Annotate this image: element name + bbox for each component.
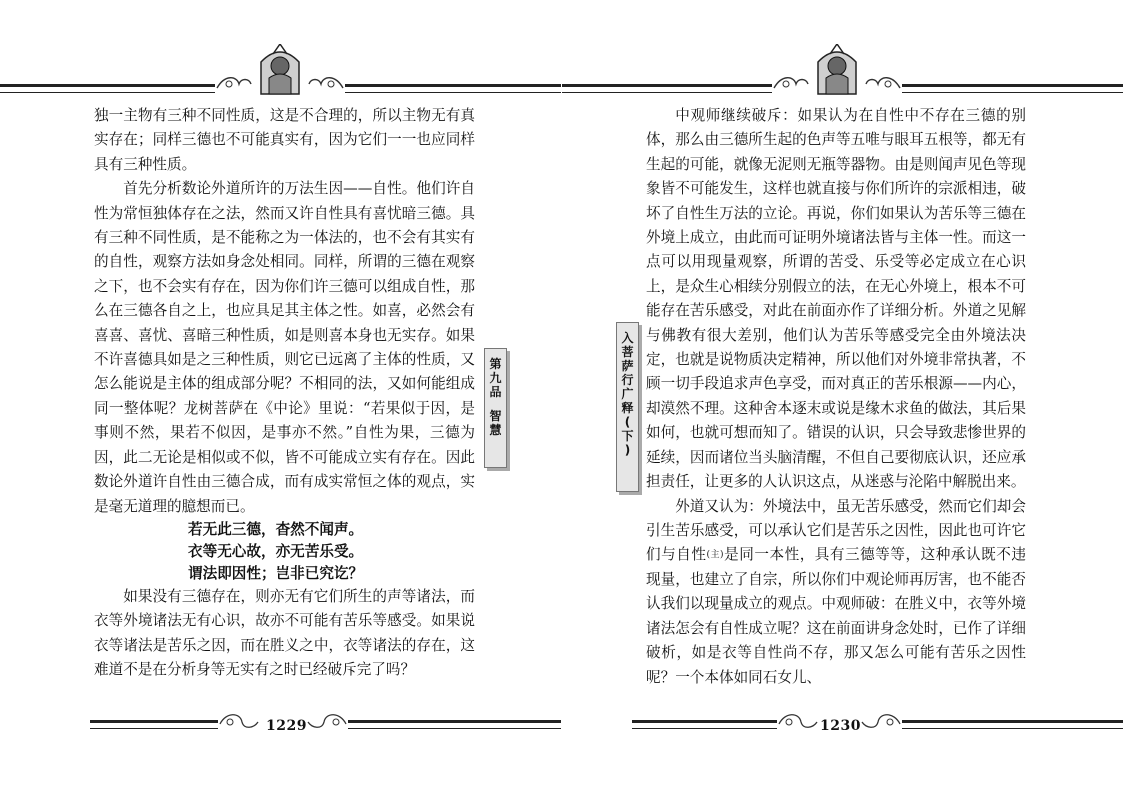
tab-char: 入 [621,331,634,345]
tab-char: 萨 [621,359,634,373]
left-body-text [94,104,475,683]
header-rule [902,84,1123,93]
header-ornament-right [562,40,1123,100]
tab-char: 慧 [489,423,502,437]
page-number: 1230 [820,718,861,734]
tab-char: 智 [489,409,502,423]
left-page [0,0,561,794]
tab-char: ) [624,443,631,457]
emblem-icon [215,44,345,96]
book-title-side-tab [616,322,639,492]
tab-char: 第 [489,357,502,371]
header-ornament-left [0,40,561,100]
verse-block [94,519,475,585]
tab-char: 广 [621,387,634,401]
tab-char: 行 [621,373,634,387]
right-page [562,0,1123,794]
footer-left [0,708,561,748]
right-body-text [646,104,1026,690]
scroll-ornament-icon [777,710,819,734]
verse-line: 衣等无心故，亦无苦乐受。 [188,542,364,560]
page-number: 1229 [266,718,307,734]
paragraph-text: 是同一本性，具有三德等等，这种承认既不违现量，也建立了自宗，所以你们中观论师再厉害，也不能否认我们以现量成立的观点。中观师破：在胜义中，衣等外境诸法怎会有自性成立呢？这在前面讲身念处时，已作了详细破析，如是衣等自性尚不存，那又怎么可能有苦乐之因性呢？一个本体如同石女儿、 [646,546,1026,686]
tab-char: 释 [621,401,634,415]
scroll-ornament-icon [306,710,348,734]
paragraph: 首先分析数论外道所许的万法生因——自性。他们许自性为常恒独体存在之法，然而又许自性具有喜忧暗三德。具有三种不同性质，是不能称之为一体法的，也不会有其实有的自性，观察方法如身念处相同。同样，所谓的三德在观察之下，也不会实有存在，因为你们许三德可以组成自性，那么在三德各自之上，也应具足其主体之性。如喜，必然会有喜喜、喜忧、喜暗三种性质，如是则喜本身也无实存。如果不许喜德具如是之三种性质，则它已远离了主体的性质，又怎么能说是主体的组成部分呢？不相同的法，又如何能组成同一整体呢？龙树菩萨在《中论》里说：“若果似于因，是事则不然，果若不似因，是事亦不然。”自性为果，三德为因，此二无论是相似或不似，皆不可能成立实有存在。因此数论外道许自性由三德合成，而有成实常恒之体的观点，实是毫无道理的臆想而已。 [94,180,475,515]
paragraph: 中观师继续破斥：如果认为在自性中不存在三德的别体，那么由三德所生起的色声等五唯与眼耳五根等，都无有生起的可能，就像无泥则无瓶等器物。由是则闻声见色等现象皆不可能发生，这样也就直接与你们所许的宗派相违，破坏了自性生万法的立论。再说，你们如果认为苦乐等三德在外境上成立，由此而可证明外境诸法皆与主体一性。而这一点可以用现量观察，所谓的苦受、乐受等必定成立在心识上，是众生心相续分别假立的法，在无心外境上，根本不可能存在苦乐感受，对此在前面亦作了详细分析。外道之见解与佛教有很大差别，他们认为苦乐等感受完全由外境法决定，也就是说物质决定精神，所以他们对外境非常执著，不顾一切手段追求声色享受，而对真正的苦乐根源——内心，却漠然不理。这种舍本逐末或说是缘木求鱼的做法，其后果如何，也就可想而知了。错误的认识，只会导致悲惨世界的延续，因而诸位当头脑清醒，不但自己要彻底认识，还应承担责任，让更多的人认识这点，从迷惑与沦陷中解脱出来。 [646,107,1026,491]
paragraph-text: 外道又认为：外境法中，虽无苦乐感受，然而它们却会引生苦乐感受，可以承认它们是苦乐之因性，因此也可许它们与自性 [646,497,1026,564]
emblem-icon [772,44,902,96]
header-rule [562,84,772,93]
paragraph [646,495,1026,690]
tab-char: ( [624,415,631,429]
footer-rule [902,720,1123,729]
annotation-note: (主) [706,550,724,561]
footer-right [562,708,1123,748]
footer-rule [348,720,561,729]
paragraph: 独一主物有三种不同性质，这是不合理的，所以主物无有真实存在；同样三德也不可能真实有，因为它们一一也应同样具有三种性质。 [94,107,475,173]
tab-char: 菩 [621,345,634,359]
verse-line: 谓法即因性；岂非已究讫？ [188,564,364,582]
verse-line: 若无此三德，杳然不闻声。 [188,520,364,538]
scroll-ornament-icon [860,710,902,734]
chapter-side-tab [484,348,507,468]
header-rule [345,84,561,93]
paragraph: 如果没有三德存在，则亦无有它们所生的声等诸法，而衣等外境诸法无有心识，故亦不可能有苦乐等感受。如果说衣等诸法是苦乐之因，而在胜义之中，衣等诸法的存在，这难道不是在分析身等无实有之时已经破斥完了吗？ [94,587,475,679]
scroll-ornament-icon [218,710,260,734]
header-rule [0,84,215,93]
tab-char: 品 [489,385,502,399]
tab-char: 九 [489,371,502,385]
footer-rule [632,720,777,729]
footer-rule [90,720,218,729]
tab-char: 下 [621,429,634,443]
